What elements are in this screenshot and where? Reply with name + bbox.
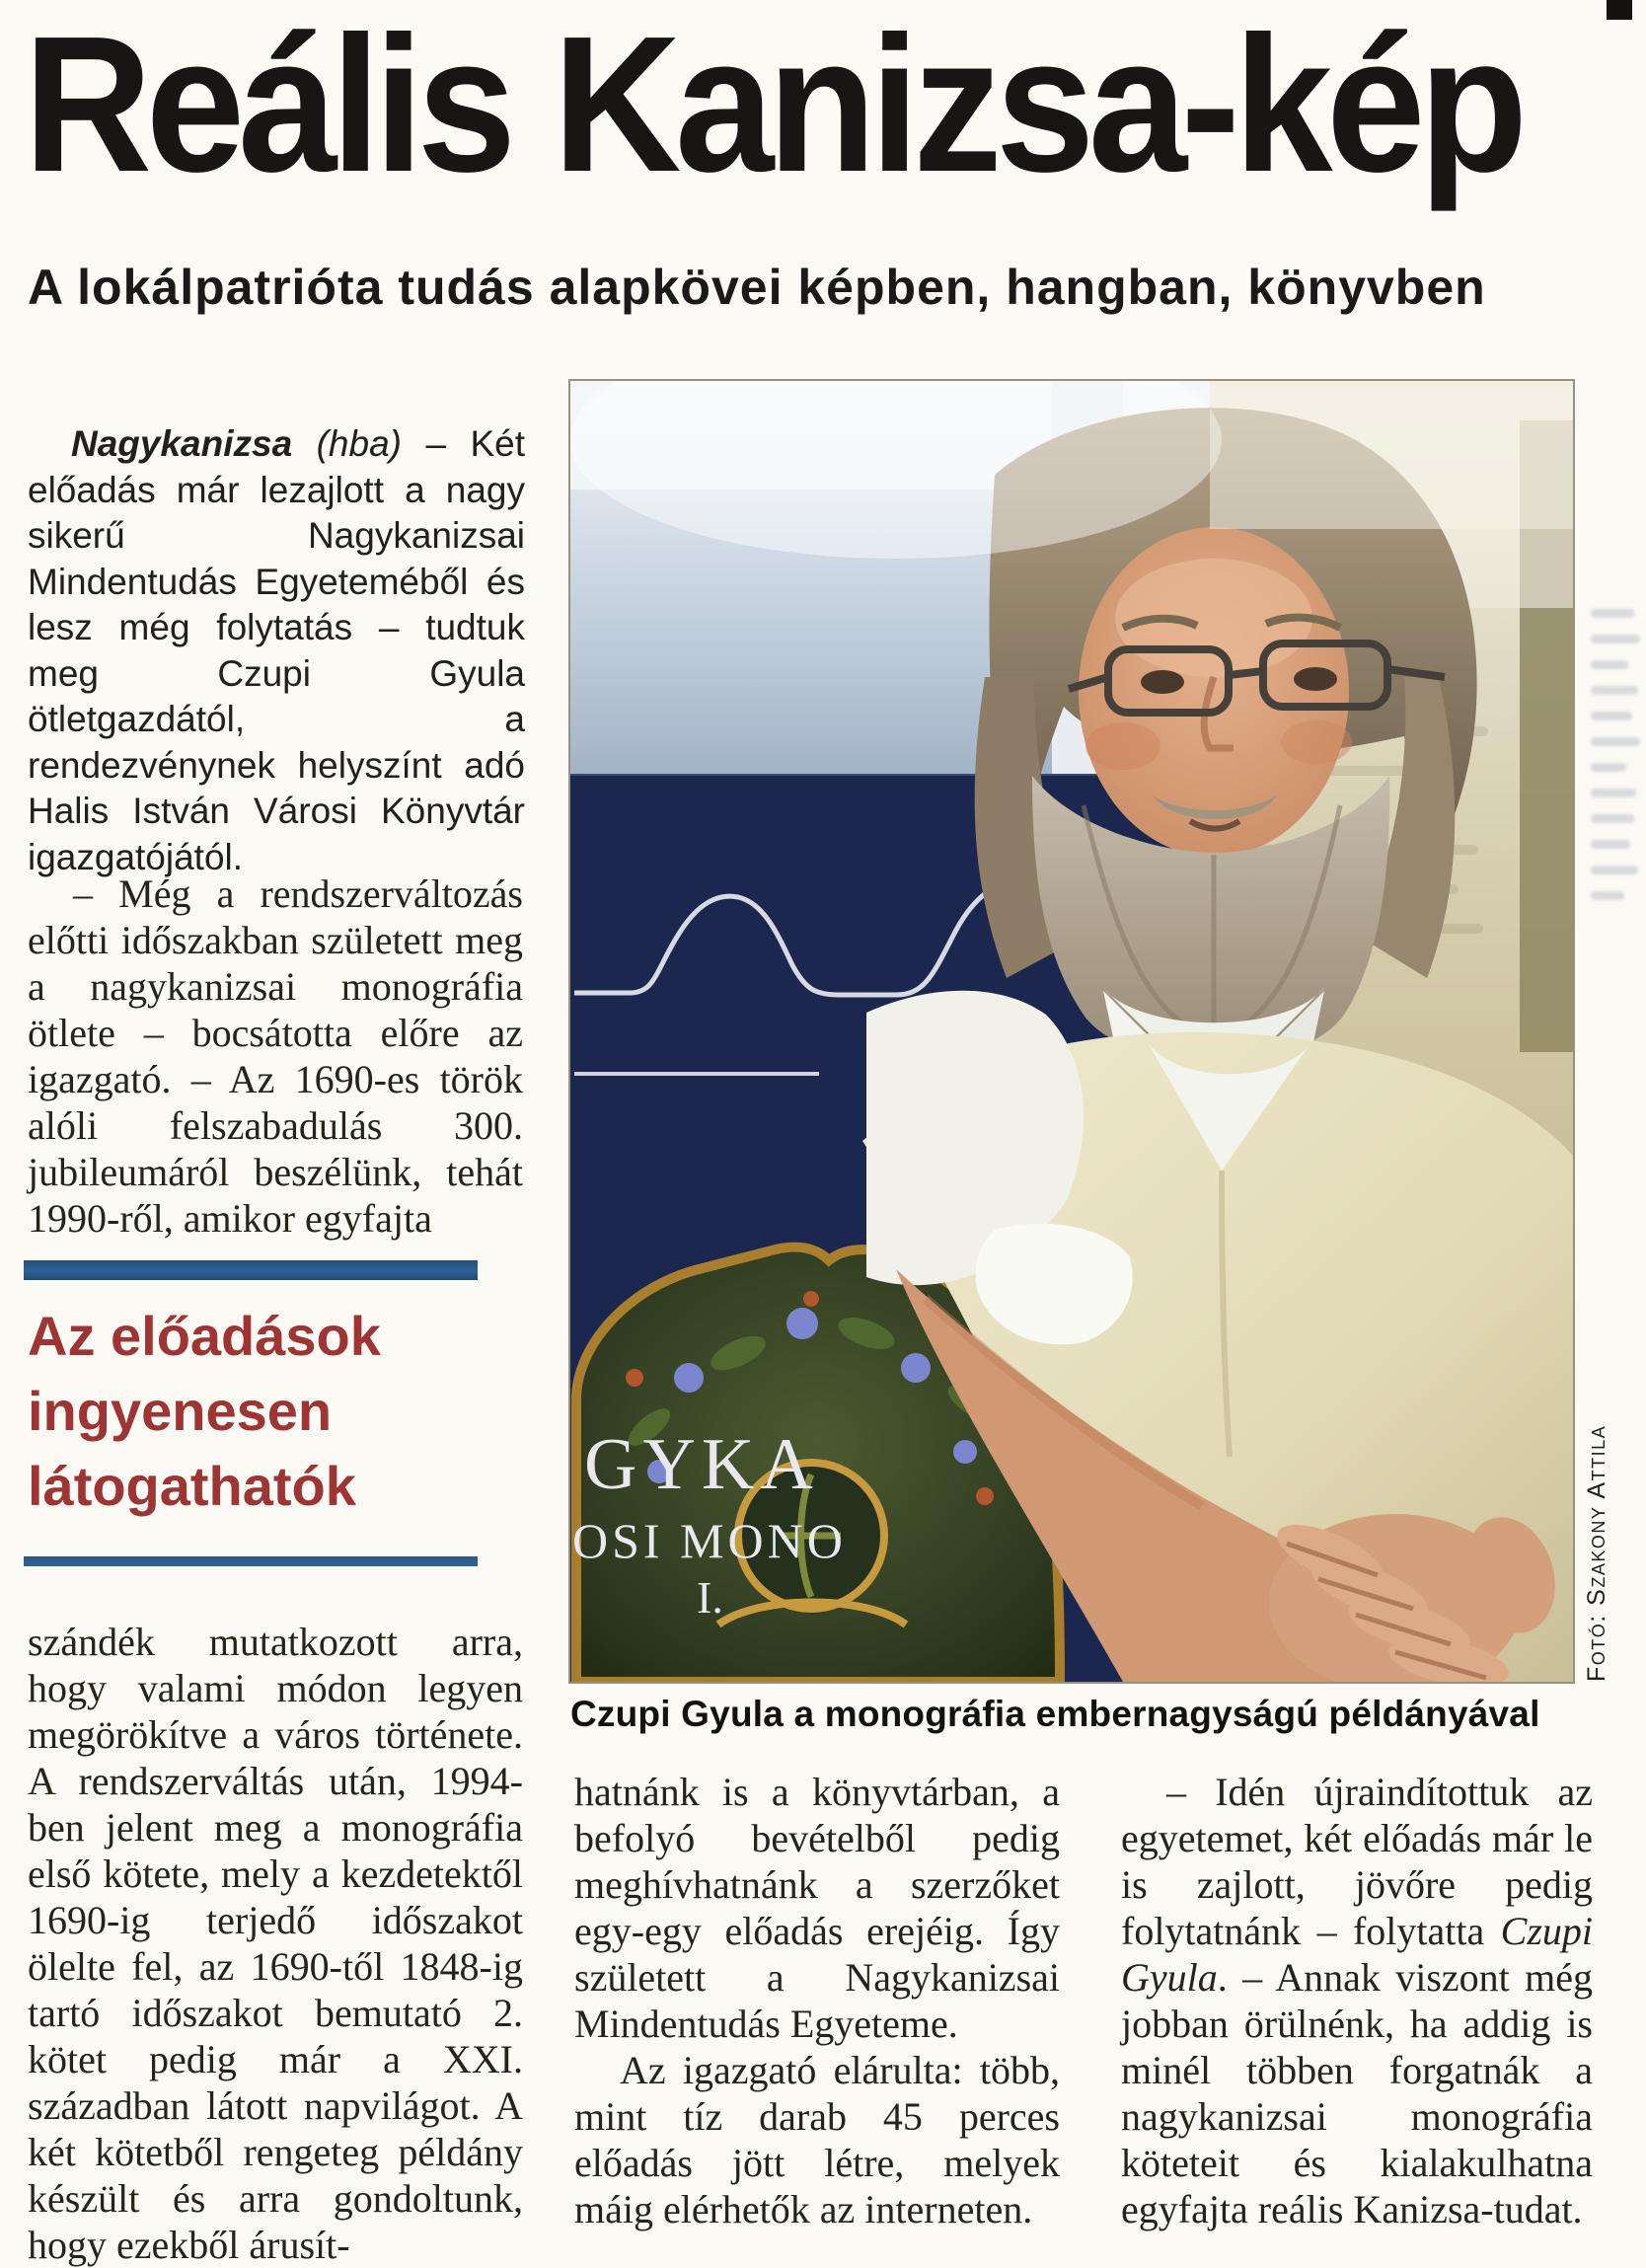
- column-2: [574, 1769, 1060, 2232]
- paragraph: szándék mutatkozott arra, hogy valami módon legyen megörökítve a város története. A rendszerváltás után, 1994-ben jelent meg a monográfia első kötete, mely a kezdetektől 1690-ig terjedő időszakot ölelte fel, az 1690-től 1848-ig tartó időszakot bemutató 2. kötet pedig már a XXI. században látott napvilágot. A két kötetből rengeteg példány készült és arra gondoltunk, hogy ezekből árusít-: [28, 1620, 523, 2267]
- article-subtitle: A lokálpatrióta tudás alapkövei képben, hangban, könyvben: [28, 260, 1486, 315]
- pullquote: Az előadások ingyenesen látogathatók: [28, 1305, 381, 1517]
- quote-text-continued: . – Annak viszont még jobban örülnénk, ha addig is minél többen forgatnák a nagykanizsai monográfia köteteit és kialakulhatna egyfajta reális Kanizsa-tudat.: [1121, 1955, 1593, 2231]
- paragraph: [1121, 1769, 1593, 2232]
- bleed-through-texture: [1591, 592, 1642, 1244]
- pullquote-rule-bottom: [24, 1556, 478, 1566]
- lead-text: – Két előadás már lezajlott a nagy sikerű Nagykanizsai Mindentudás Egyeteméből és lesz még folytatás – tudtuk meg Czupi Gyula ötletgazdától, a rendezvénynek helyszínt adó Halis István Városi Könyvtár igazgatójától.: [28, 423, 525, 877]
- photo-caption: Czupi Gyula a monográfia embernagyságú példányával: [570, 1694, 1540, 1734]
- byline: (hba): [316, 423, 402, 464]
- paragraph: – Még a rendszerváltozás előtti időszakban született meg a nagykanizsai monográfia ötlete – bocsátotta előre az igazgató. – Az 1690-es török alóli felszabadulás 300. jubileumáról beszélünk, tehát 1990-ről, amikor egyfajta: [28, 871, 523, 1241]
- column-1: [28, 870, 523, 1242]
- quote-text: – Idén újraindítottuk az egyetemet, két előadás már le is zajlott, jövőre pedig folytatnánk – folytatta: [1121, 1770, 1593, 1953]
- speaker-name: Czupi Gyula: [1121, 1909, 1593, 2000]
- paragraph: hatnánk is a könyvtárban, a befolyó bevételből pedig meghívhatnánk a szerzőket egy-egy előadás erejéig. Így született a Nagykanizsai Mindentudás Egyeteme.: [574, 1770, 1060, 2046]
- photo-illustration: [570, 381, 1573, 1682]
- page-title: Reális Kanizsa-kép: [24, 0, 1522, 212]
- pullquote-rule-top: [24, 1260, 478, 1280]
- paragraph: Az igazgató elárulta: több, mint tíz darab 45 perces előadás jött létre, melyek máig elérhetők az interneten.: [574, 2048, 1060, 2231]
- book-title-line3: I.: [697, 1572, 723, 1623]
- lead-paragraph: [28, 421, 525, 880]
- article-photo: [570, 381, 1573, 1682]
- book-title-line2: OSI MONO: [572, 1513, 847, 1568]
- book-title-line1: GYKA: [584, 1424, 819, 1505]
- photo-credit: Fotó: Szakony Attila: [1583, 1424, 1610, 1682]
- dateline-location: Nagykanizsa: [71, 423, 293, 464]
- column-1-continued: [28, 1619, 523, 2268]
- column-3: [1121, 1769, 1593, 2232]
